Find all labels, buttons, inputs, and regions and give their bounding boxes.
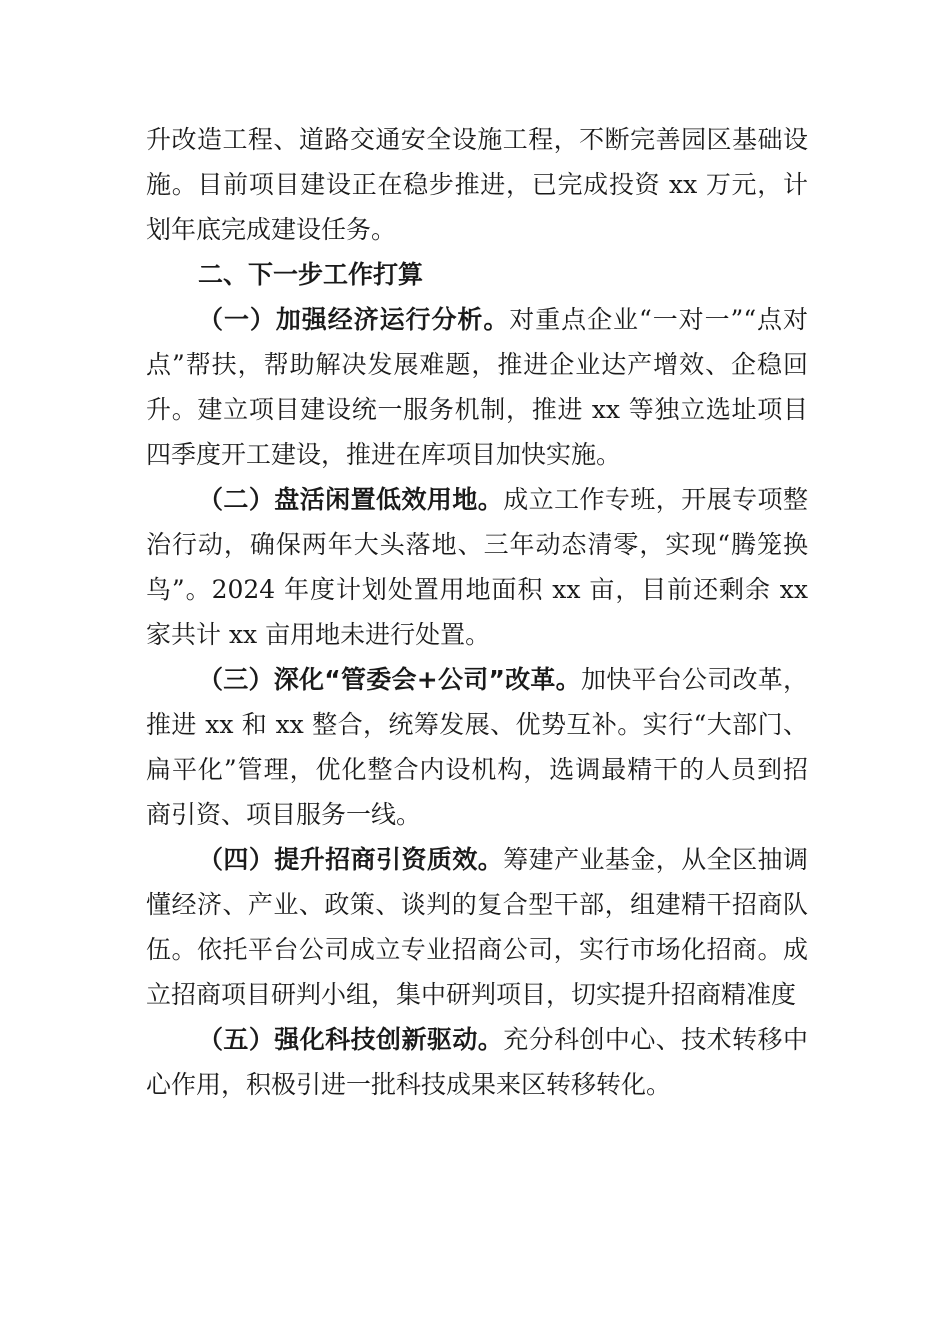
item-body-3: 加快平台公司改革，推进 xx 和 xx 整合，统筹发展、优势互补。实行“大部门、扁平化”管理，优化整合内设机构，选调最精干的人员到招商引资、项目服务一线。 (146, 665, 808, 829)
item-lead-5: （五）强化科技创新驱动。 (198, 1025, 504, 1054)
continuation-paragraph: 升改造工程、道路交通安全设施工程，不断完善园区基础设施。目前项目建设正在稳步推进，已完成投资 xx 万元，计划年底完成建设任务。 (146, 125, 808, 244)
item-paragraph-3 (146, 657, 808, 837)
section-heading: 二、下一步工作打算 (198, 260, 424, 289)
item-body-5: 充分科创中心、技术转移中心作用，积极引进一批科技成果来区转移转化。 (146, 1025, 808, 1099)
item-paragraph-2 (146, 477, 808, 657)
item-body-4: 筹建产业基金，从全区抽调懂经济、产业、政策、谈判的复合型干部，组建精干招商队伍。依托平台公司成立专业招商公司，实行市场化招商。成立招商项目研判小组，集中研判项目，切实提升招商精准度 (146, 845, 808, 1009)
item-lead-2: （二）盘活闲置低效用地。 (198, 485, 504, 514)
item-paragraph-4 (146, 837, 808, 1017)
item-lead-3: （三）深化“管委会+公司”改革。 (198, 665, 581, 694)
item-body-1: 对重点企业“一对一”“点对点”帮扶，帮助解决发展难题，推进企业达产增效、企稳回升。建立项目建设统一服务机制，推进 xx 等独立选址项目四季度开工建设，推进在库项目加快实施。 (146, 305, 808, 469)
item-paragraph-1 (146, 297, 808, 477)
item-lead-1: （一）加强经济运行分析。 (198, 305, 510, 334)
item-body-2: 成立工作专班，开展专项整治行动，确保两年大头落地、三年动态清零，实现“腾笼换鸟”。2024 年度计划处置用地面积 xx 亩，目前还剩余 xx 家共计 xx 亩用地未进行处置。 (146, 485, 808, 649)
document-page (146, 117, 808, 1107)
item-lead-4: （四）提升招商引资质效。 (198, 845, 504, 874)
item-paragraph-5 (146, 1017, 808, 1107)
